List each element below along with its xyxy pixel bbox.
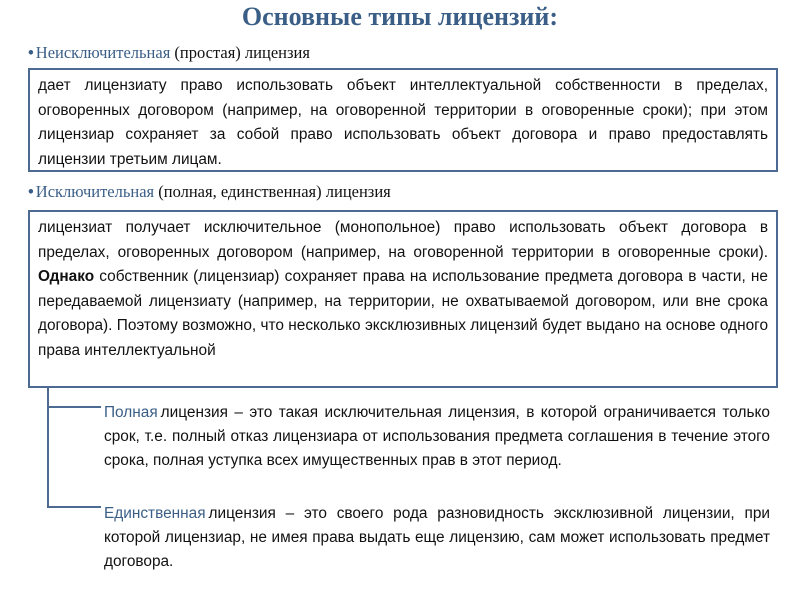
bullet-icon: • [28,182,34,201]
nonexclusive-heading-rest: (простая) лицензия [170,43,310,62]
exclusive-heading [28,182,391,202]
nonexclusive-description-box [28,68,778,172]
exclusive-description-part2: собственник (лицензиар) сохраняет права на использование предмета договора в части, не передаваемой лицензиату (например, на территории, не охватываемой договором, или вне срока договора). Поэтому возможно, что несколько эксклюзивных лицензий будет выдано на основе одного права интеллектуальной [38,268,768,359]
nonexclusive-heading [28,43,310,63]
exclusive-heading-rest: (полная, единственная) лицензия [154,182,391,201]
exclusive-description-emphasis: Однако [38,268,95,285]
full-license-definition [104,401,770,473]
nonexclusive-term: Неисключительная [35,43,171,62]
exclusive-description-box [28,210,778,388]
slide-title: Основные типы лицензий: [241,2,559,31]
bullet-icon: • [28,43,34,62]
exclusive-description-part1: лицензиат получает исключительное (монопольное) право использовать объект договора в пределах, оговоренных договором (например, на оговоренной территории в оговоренные сроки). [38,219,768,261]
sole-license-definition [104,502,770,574]
sole-license-term: Единственная [104,505,206,522]
tree-connector-vertical [47,386,49,508]
nonexclusive-description: дает лицензиату право использовать объект интеллектуальной собственности в пределах, оговоренных договором (например, на оговоренной территории в оговоренные сроки); при этом лицензиар сохраняет за собой право использовать объект договора и право предоставлять лицензии третьим лицам. [38,77,768,168]
full-license-term: Полная [104,404,158,421]
tree-connector-sole [47,506,101,508]
tree-connector-full [47,406,101,408]
full-license-text: лицензия – это такая исключительная лицензия, в которой ограничивается только срок, т.е. полный отказ лицензиара от использования предмета соглашения в течение этого срока, полная уступка всех имущественных прав в этот период. [104,404,770,469]
sole-license-text: лицензия – это своего рода разновидность эксклюзивной лицензии, при которой лицензиар, не имея права выдать еще лицензию, сам может использовать предмет договора. [104,505,770,570]
exclusive-term: Исключительная [35,182,155,201]
